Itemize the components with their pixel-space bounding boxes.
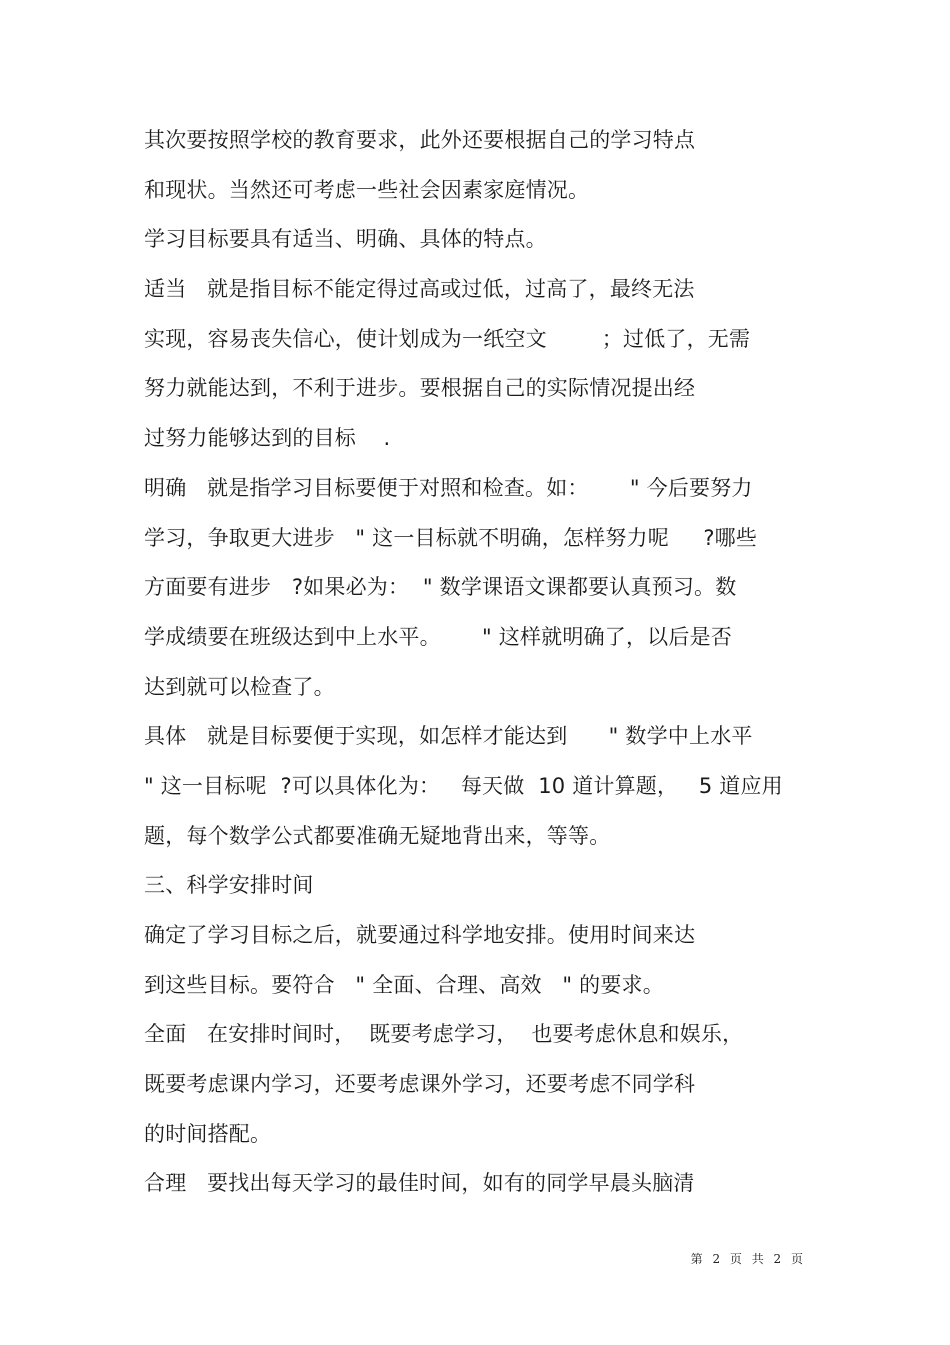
text-line: 实现，容易丧失信心，使计划成为一纸空文 ；过低了，无需 bbox=[144, 326, 751, 351]
text-line: 达到就可以检查了。 bbox=[144, 674, 335, 699]
text-line: 学习，争取更大进步 " 这一目标就不明确，怎样努力呢 ?哪些 bbox=[144, 525, 758, 550]
text-line: 既要考虑课内学习，还要考虑课外学习，还要考虑不同学科 bbox=[144, 1072, 696, 1097]
text-line: 三、科学安排时间 bbox=[144, 873, 314, 898]
text-line: 和现状。当然还可考虑一些社会因素家庭情况。 bbox=[144, 177, 590, 202]
text-line: 的时间搭配。 bbox=[144, 1121, 272, 1146]
text-line: 题，每个数学公式都要准确无疑地背出来，等等。 bbox=[144, 823, 611, 848]
page-number-footer: 第 2 页 共 2 页 bbox=[690, 1252, 806, 1266]
text-line: 方面要有进步 ?如果必为： " 数学课语文课都要认真预习。数 bbox=[144, 575, 737, 600]
text-line: 合理 要找出每天学习的最佳时间，如有的同学早晨头脑清 bbox=[144, 1171, 695, 1196]
text-line: 适当 就是指目标不能定得过高或过低，过高了，最终无法 bbox=[144, 277, 695, 302]
text-line: 确定了学习目标之后，就要通过科学地安排。使用时间来达 bbox=[144, 923, 696, 947]
text-line: " 这一目标呢 ?可以具体化为： 每天做 10 道计算题， 5 道应用 bbox=[144, 773, 783, 798]
text-line: 到这些目标。要符合 " 全面、合理、高效 " 的要求。 bbox=[144, 972, 664, 997]
text-line: 过努力能够达到的目标 . bbox=[144, 426, 391, 451]
text-line: 明确 就是指学习目标要便于对照和检查。如： " 今后要努力 bbox=[144, 475, 753, 500]
text-line: 努力就能达到，不利于进步。要根据自己的实际情况提出经 bbox=[144, 376, 696, 401]
text-line: 全面 在安排时间时， 既要考虑学习， 也要考虑休息和娱乐， bbox=[144, 1022, 744, 1047]
text-line: 具体 就是目标要便于实现，如怎样才能达到 " 数学中上水平 bbox=[144, 724, 753, 749]
text-line: 学成绩要在班级达到中上水平。 " 这样就明确了，以后是否 bbox=[144, 624, 732, 649]
text-line: 其次要按照学校的教育要求，此外还要根据自己的学习特点 bbox=[144, 128, 696, 152]
text-line: 学习目标要具有适当、明确、具体的特点。 bbox=[144, 227, 547, 252]
body-text bbox=[144, 122, 824, 1215]
